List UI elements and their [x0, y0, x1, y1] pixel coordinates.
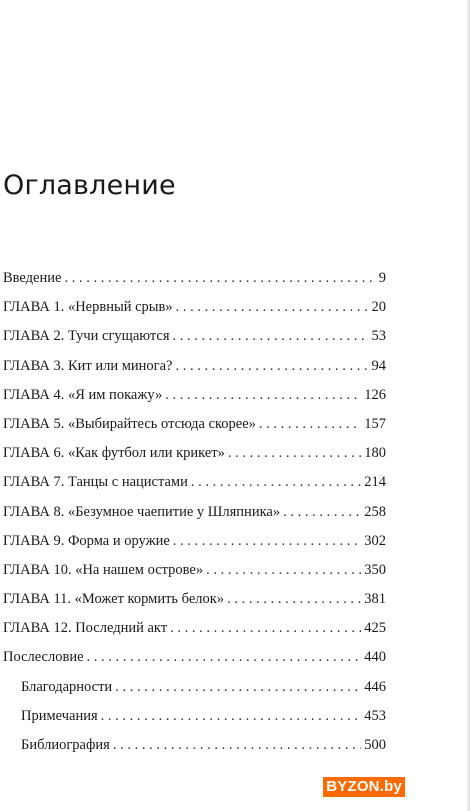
toc-entry-label: ГЛАВА 10. «На нашем острове» [3, 561, 204, 578]
toc-entry[interactable] [3, 731, 386, 760]
toc-leader-dots [87, 643, 362, 672]
toc-leader-dots [176, 293, 369, 322]
toc-entry-page-number: 9 [378, 270, 386, 286]
table-of-contents [3, 264, 386, 760]
toc-entry[interactable] [3, 527, 386, 556]
toc-leader-dots [101, 702, 362, 731]
toc-leader-dots [227, 585, 361, 614]
toc-entry-label: ГЛАВА 5. «Выбирайтесь отсюда скорее» [3, 415, 256, 432]
toc-entry-label: Благодарности [21, 678, 113, 695]
toc-entry-label: ГЛАВА 12. Последний акт [3, 620, 168, 637]
toc-entry-page-number: 381 [364, 591, 386, 608]
toc-entry-label: ГЛАВА 11. «Может кормить белок» [3, 591, 225, 608]
toc-entry-label: ГЛАВА 7. Танцы с нацистами [3, 474, 188, 491]
watermark-logo: BYZON.by [323, 777, 405, 797]
page-title: Оглавление [3, 170, 176, 201]
toc-leader-dots [176, 352, 369, 381]
toc-leader-dots [283, 498, 361, 527]
toc-leader-dots [64, 264, 375, 293]
toc-entry-page-number: 20 [371, 299, 386, 316]
toc-leader-dots [228, 439, 361, 468]
toc-entry[interactable] [3, 381, 386, 410]
toc-entry[interactable] [3, 643, 386, 672]
toc-entry-page-number: 302 [364, 532, 386, 549]
toc-entry-label: ГЛАВА 9. Форма и оружие [3, 532, 170, 549]
toc-entry-page-number: 180 [364, 445, 386, 462]
toc-entry-page-number: 258 [364, 503, 386, 520]
toc-entry[interactable] [3, 702, 386, 731]
toc-leader-dots [113, 731, 361, 760]
toc-entry-label: ГЛАВА 4. «Я им покажу» [3, 386, 163, 403]
toc-entry-label: ГЛАВА 3. Кит или минога? [3, 357, 173, 374]
toc-leader-dots [191, 468, 361, 497]
toc-entry-label: ГЛАВА 6. «Как футбол или крикет» [3, 445, 225, 462]
toc-entry-page-number: 53 [371, 328, 386, 345]
toc-entry[interactable] [3, 468, 386, 497]
toc-leader-dots [173, 527, 361, 556]
toc-entry[interactable] [3, 264, 386, 293]
toc-entry-page-number: 425 [364, 620, 386, 637]
toc-entry-label: ГЛАВА 1. «Нервный срыв» [3, 299, 173, 316]
toc-entry-label: ГЛАВА 2. Тучи сгущаются [3, 328, 170, 345]
toc-entry-label: ГЛАВА 8. «Безумное чаепитие у Шляпника» [3, 503, 281, 520]
toc-entry-page-number: 94 [371, 357, 386, 374]
toc-leader-dots [173, 322, 369, 351]
toc-entry[interactable] [3, 673, 386, 702]
toc-entry-page-number: 350 [364, 561, 386, 578]
toc-entry-page-number: 446 [364, 678, 386, 695]
toc-leader-dots [165, 381, 361, 410]
toc-entry[interactable] [3, 410, 386, 439]
toc-entry-label: Примечания [21, 707, 98, 724]
toc-leader-dots [206, 556, 361, 585]
toc-entry[interactable] [3, 614, 386, 643]
toc-entry[interactable] [3, 585, 386, 614]
toc-entry[interactable] [3, 498, 386, 527]
toc-leader-dots [259, 410, 361, 439]
toc-entry-page-number: 157 [364, 415, 386, 432]
toc-entry-page-number: 500 [364, 737, 386, 753]
toc-entry-page-number: 453 [364, 707, 386, 724]
toc-entry[interactable] [3, 352, 386, 381]
toc-entry-page-number: 214 [364, 474, 386, 491]
toc-entry-label: Послесловие [3, 649, 84, 666]
toc-entry[interactable] [3, 322, 386, 351]
toc-entry-page-number: 440 [364, 649, 386, 666]
toc-entry-label: Введение [3, 270, 62, 286]
toc-leader-dots [170, 614, 361, 643]
toc-entry[interactable] [3, 439, 386, 468]
toc-entry-label: Библиография [21, 737, 110, 753]
toc-leader-dots [115, 673, 361, 702]
toc-entry[interactable] [3, 556, 386, 585]
toc-entry[interactable] [3, 293, 386, 322]
toc-entry-page-number: 126 [364, 386, 386, 403]
